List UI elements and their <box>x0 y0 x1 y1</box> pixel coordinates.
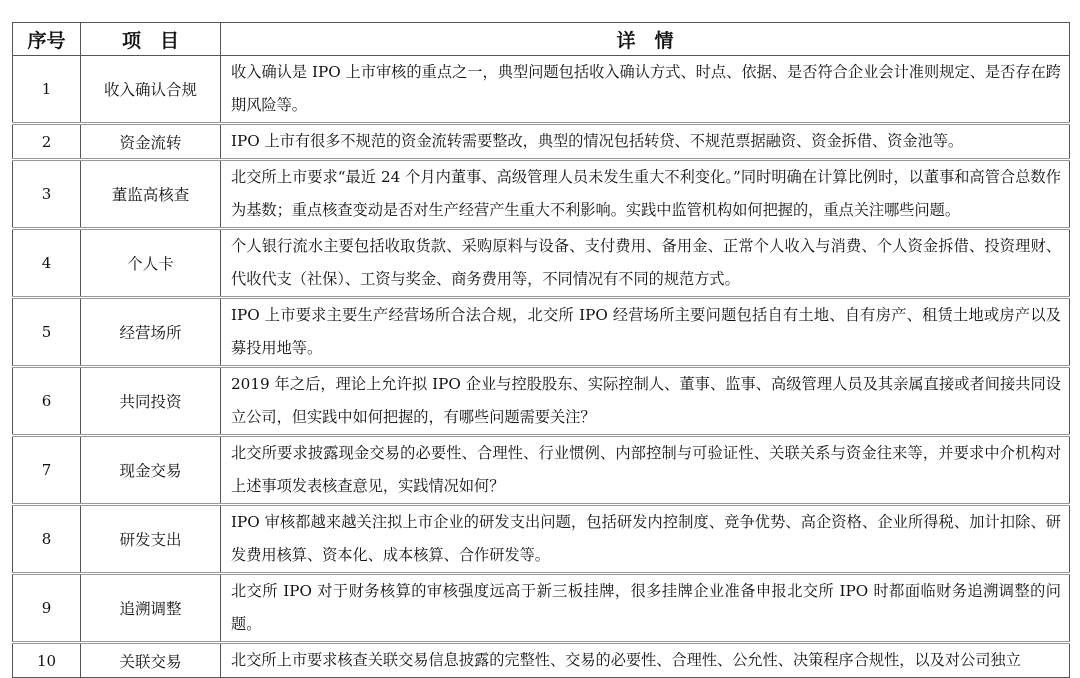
row-number: 1 <box>13 56 81 124</box>
row-detail: 个人银行流水主要包括收取货款、采购原料与设备、支付费用、备用金、正常个人收入与消费、个人资金拆借、投资理财、代收代支（社保）、工资与奖金、商务费用等，不同情况有不同的规范方式。 <box>221 229 1070 298</box>
table-row <box>13 298 1070 367</box>
row-item: 个人卡 <box>81 229 221 298</box>
row-number: 5 <box>13 298 81 367</box>
row-number: 9 <box>13 574 81 643</box>
row-item: 研发支出 <box>81 505 221 574</box>
row-detail: IPO 上市有很多不规范的资金流转需要整改，典型的情况包括转贷、不规范票据融资、资金拆借、资金池等。 <box>221 124 1070 160</box>
row-number: 8 <box>13 505 81 574</box>
table-row <box>13 643 1070 678</box>
row-number: 7 <box>13 436 81 505</box>
table-row <box>13 436 1070 505</box>
row-item: 资金流转 <box>81 124 221 160</box>
issues-table <box>12 22 1070 678</box>
table-header-row <box>13 23 1070 56</box>
row-detail: 北交所上市要求核查关联交易信息披露的完整性、交易的必要性、合理性、公允性、决策程序合规性，以及对公司独立 <box>221 643 1070 678</box>
row-detail: 北交所上市要求“最近 24 个月内董事、高级管理人员未发生重大不利变化。”同时明确在计算比例时，以董事和高管合总数作为基数；重点核查变动是否对生产经营产生重大不利影响。实践中监管机构如何把握的，重点关注哪些问题。 <box>221 160 1070 229</box>
table-row <box>13 124 1070 160</box>
table-row <box>13 367 1070 436</box>
row-item: 共同投资 <box>81 367 221 436</box>
row-detail: IPO 审核都越来越关注拟上市企业的研发支出问题，包括研发内控制度、竞争优势、高企资格、企业所得税、加计扣除、研发费用核算、资本化、成本核算、合作研发等。 <box>221 505 1070 574</box>
row-item: 关联交易 <box>81 643 221 678</box>
table-row <box>13 505 1070 574</box>
row-detail: 北交所 IPO 对于财务核算的审核强度远高于新三板挂牌，很多挂牌企业准备申报北交所 IPO 时都面临财务追溯调整的问题。 <box>221 574 1070 643</box>
row-number: 3 <box>13 160 81 229</box>
row-detail: 收入确认是 IPO 上市审核的重点之一，典型问题包括收入确认方式、时点、依据、是否符合企业会计准则规定、是否存在跨期风险等。 <box>221 56 1070 124</box>
header-no: 序号 <box>13 23 81 56</box>
row-detail: 2019 年之后，理论上允许拟 IPO 企业与控股股东、实际控制人、董事、监事、高级管理人员及其亲属直接或者间接共同设立公司，但实践中如何把握的，有哪些问题需要关注？ <box>221 367 1070 436</box>
row-detail: IPO 上市要求主要生产经营场所合法合规，北交所 IPO 经营场所主要问题包括自有土地、自有房产、租赁土地或房产以及募投用地等。 <box>221 298 1070 367</box>
row-item: 追溯调整 <box>81 574 221 643</box>
table-row <box>13 574 1070 643</box>
table-row <box>13 56 1070 124</box>
header-item: 项 目 <box>81 23 221 56</box>
table-row <box>13 229 1070 298</box>
row-item: 董监高核查 <box>81 160 221 229</box>
row-number: 2 <box>13 124 81 160</box>
row-item: 收入确认合规 <box>81 56 221 124</box>
row-number: 6 <box>13 367 81 436</box>
header-detail: 详 情 <box>221 23 1070 56</box>
table-row <box>13 160 1070 229</box>
row-number: 10 <box>13 643 81 678</box>
row-detail: 北交所要求披露现金交易的必要性、合理性、行业惯例、内部控制与可验证性、关联关系与资金往来等，并要求中介机构对上述事项发表核查意见，实践情况如何？ <box>221 436 1070 505</box>
row-item: 现金交易 <box>81 436 221 505</box>
row-number: 4 <box>13 229 81 298</box>
row-item: 经营场所 <box>81 298 221 367</box>
